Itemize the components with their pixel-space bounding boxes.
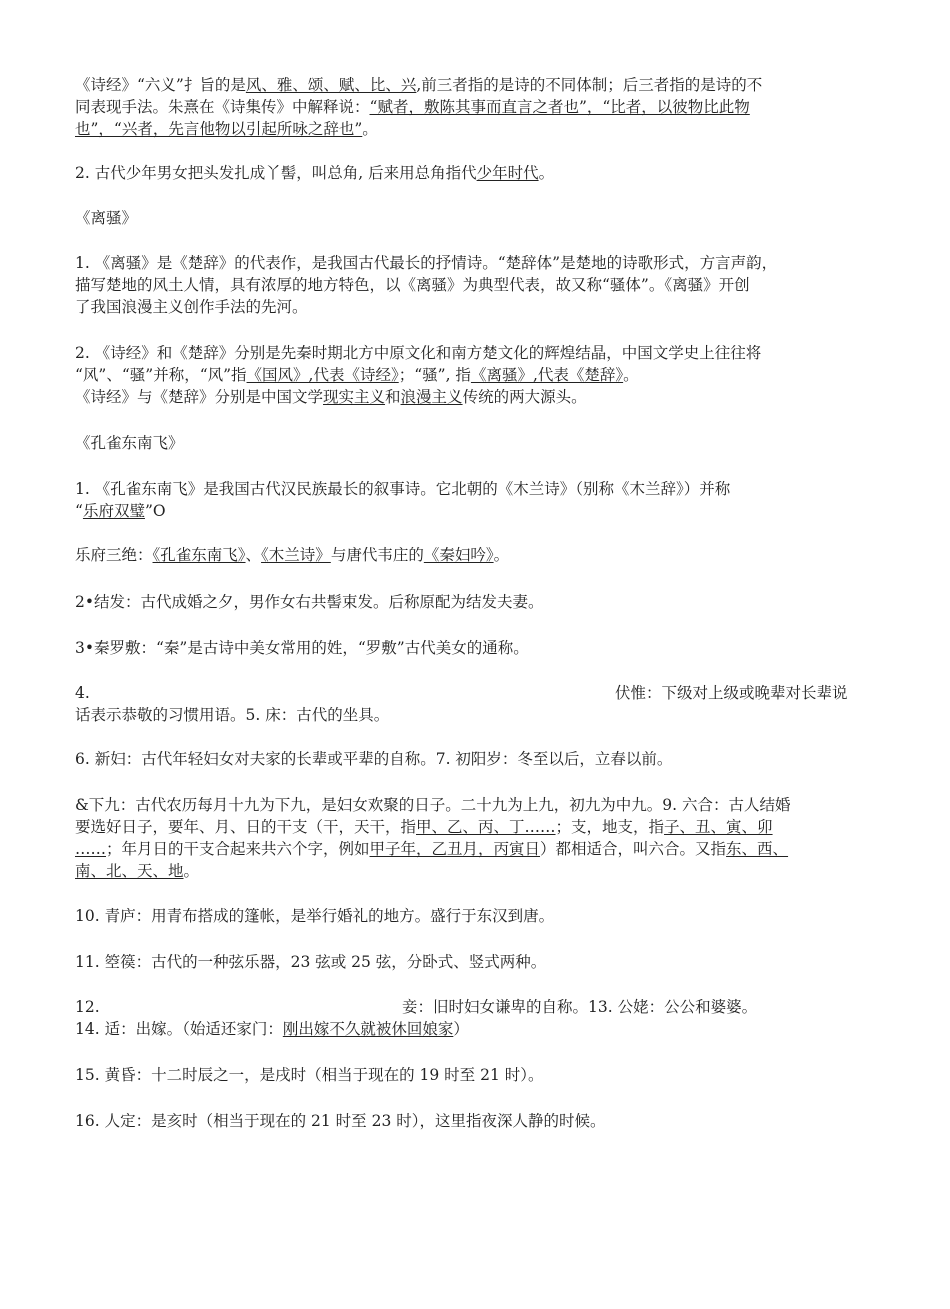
text: 、 <box>245 546 262 564</box>
underlined-text: 《孔雀东南飞》 <box>152 546 246 564</box>
paragraph-liuhe-line3 <box>75 838 905 860</box>
text: 《诗经》与《楚辞》分别是中国文学 <box>75 388 324 406</box>
paragraph-zongjiao <box>75 162 905 184</box>
paragraph-yuefu-sanjue <box>75 544 905 566</box>
underlined-text: 现实主义 <box>323 388 386 406</box>
text: 和 <box>385 388 401 406</box>
underlined-text: 《离骚》,代表《楚辞》 <box>470 366 624 384</box>
paragraph-shi-line2 <box>75 1018 905 1040</box>
paragraph-liuhe-line4 <box>75 860 905 882</box>
paragraph-qie-line1 <box>75 996 905 1018</box>
underlined-text: 浪漫主义 <box>400 388 463 406</box>
section-heading-kongque: 《孔雀东南飞》 <box>75 434 184 452</box>
paragraph-rending: 16. 人定：是亥时（相当于现在的 21 时至 23 时），这里指夜深人静的时候。 <box>75 1112 606 1130</box>
underlined-text: 《秦妇吟》 <box>423 546 494 564</box>
paragraph-fengsao-line2 <box>75 364 905 386</box>
underlined-text: …… <box>75 840 106 858</box>
paragraph-fengsao-line3 <box>75 386 905 408</box>
text: “ <box>75 502 83 520</box>
paragraph-fengsao-line1: 2. 《诗经》和《楚辞》分别是先秦时期北方中原文化和南方楚文化的辉煌结晶，中国文学史上往往将 <box>75 344 762 362</box>
paragraph-lisao-line1: 1. 《离骚》是《楚辞》的代表作，是我国古代最长的抒情诗。“楚辞体”是楚地的诗歌形式，方言声韵， <box>75 254 778 272</box>
paragraph-liuhe-line1: &下九：古代农历每月十九为下九，是妇女欢聚的日子。二十九为上九，初九为中九。9. 六合：古人结婚 <box>75 796 791 814</box>
text: 同表现手法。朱熹在《诗集传》中解释说： <box>75 98 370 116</box>
paragraph-qinglu: 10. 青庐：用青布搭成的篷帐，是举行婚礼的地方。盛行于东汉到唐。 <box>75 907 555 925</box>
paragraph-kongque-line2 <box>75 500 905 522</box>
text: ；“骚”, 指 <box>398 366 471 384</box>
text: 妾：旧时妇女谦卑的自称。13. 公姥：公公和婆婆。 <box>402 998 758 1016</box>
text: 乐府三绝： <box>75 546 153 564</box>
text: 14. 适：出嫁。（始适还家门： <box>75 1020 283 1038</box>
paragraph-lisao-line3: 了我国浪漫主义创作手法的先河。 <box>75 298 308 316</box>
section-heading-lisao: 《离骚》 <box>75 209 138 227</box>
text: 传统的两大源头。 <box>462 388 587 406</box>
text: ） <box>453 1020 469 1038</box>
underlined-text: 甲子年，乙丑月，丙寅日 <box>369 840 541 858</box>
paragraph-lisao-line2: 描写楚地的风土人情，具有浓厚的地方特色，以《离骚》为典型代表，故又称“骚体”。《离骚》开创 <box>75 276 750 294</box>
paragraph-huanghun: 15. 黄昏：十二时辰之一，是戌时（相当于现在的 19 时至 21 时）。 <box>75 1066 544 1084</box>
text: 。 <box>362 120 378 138</box>
text: 要选好日子，要年、月、日的干支（干，天干，指 <box>75 818 417 836</box>
text: 2. 古代少年男女把头发扎成丫髻，叫总角, 后来用总角指代 <box>75 164 477 182</box>
underlined-text: 也”，“兴者，先言他物以引起所咏之辞也” <box>75 120 363 138</box>
underlined-text: 南、北、天、地 <box>75 862 184 880</box>
paragraph-fuwei-line2: 话表示恭敬的习惯用语。5. 床：古代的坐具。 <box>75 706 390 724</box>
underlined-text: 甲、乙、丙、丁…… <box>416 818 556 836</box>
text: ；支，地支，指 <box>555 818 665 836</box>
underlined-text: 《木兰诗》 <box>261 546 331 564</box>
text: “风”、“骚”并称，“风”指 <box>75 366 247 384</box>
underlined-text: 乐府双璧 <box>82 502 145 520</box>
paragraph-xinfu: 6. 新妇：古代年轻妇女对夫家的长辈或平辈的自称。7. 初阳岁：冬至以后，立春以前。 <box>75 750 673 768</box>
paragraph-fuwei-line1 <box>75 682 905 704</box>
underlined-text: “赋者，敷陈其事而直言之者也”，“比者，以彼物比此物 <box>369 98 750 116</box>
paragraph-konghou: 11. 箜篌：古代的一种弦乐器，23 弦或 25 弦，分卧式、竖式两种。 <box>75 953 547 971</box>
paragraph-liuyi-line2 <box>75 96 905 118</box>
paragraph-jiefa: 2•结发：古代成婚之夕，男作女右共髻束发。后称原配为结发夫妻。 <box>75 593 544 611</box>
text: 。 <box>623 366 639 384</box>
text: 。 <box>538 164 555 182</box>
paragraph-kongque-line1: 1. 《孔雀东南飞》是我国古代汉民族最长的叙事诗。它北朝的《木兰诗》（别称《木兰辞》）并称 <box>75 480 731 498</box>
text: 。 <box>493 546 510 564</box>
underlined-text: 《国风》,代表《诗经》 <box>246 366 399 384</box>
underlined-text: 风、雅、颂、赋、比、兴 <box>245 76 417 94</box>
text: 《诗经》“六义”扌旨的是 <box>75 76 246 94</box>
text: ”O <box>144 502 166 520</box>
paragraph-liuyi-line1 <box>75 74 905 96</box>
paragraph-liuyi-line3 <box>75 118 905 140</box>
underlined-text: 东、西、 <box>726 840 789 858</box>
underlined-text: 子、丑、寅、卯 <box>664 818 773 836</box>
text: ）都相适合，叫六合。又指 <box>540 840 727 858</box>
text: 。 <box>183 862 200 880</box>
text: 伏惟：下级对上级或晚辈对长辈说 <box>615 684 848 702</box>
text: ；年月日的干支合起来共六个字，例如 <box>106 840 370 858</box>
underlined-text: 刚出嫁不久就被休回娘家 <box>282 1020 454 1038</box>
item-number: 4. <box>75 684 90 702</box>
underlined-text: 少年时代 <box>476 164 539 182</box>
text: ,前三者指的是诗的不同体制；后三者指的是诗的不 <box>416 76 763 94</box>
item-number: 12. <box>75 998 100 1016</box>
paragraph-qinluofu: 3•秦罗敷：“秦”是古诗中美女常用的姓，“罗敷”古代美女的通称。 <box>75 639 529 657</box>
paragraph-liuhe-line2 <box>75 816 905 838</box>
text: 与唐代韦庄的 <box>330 546 424 564</box>
